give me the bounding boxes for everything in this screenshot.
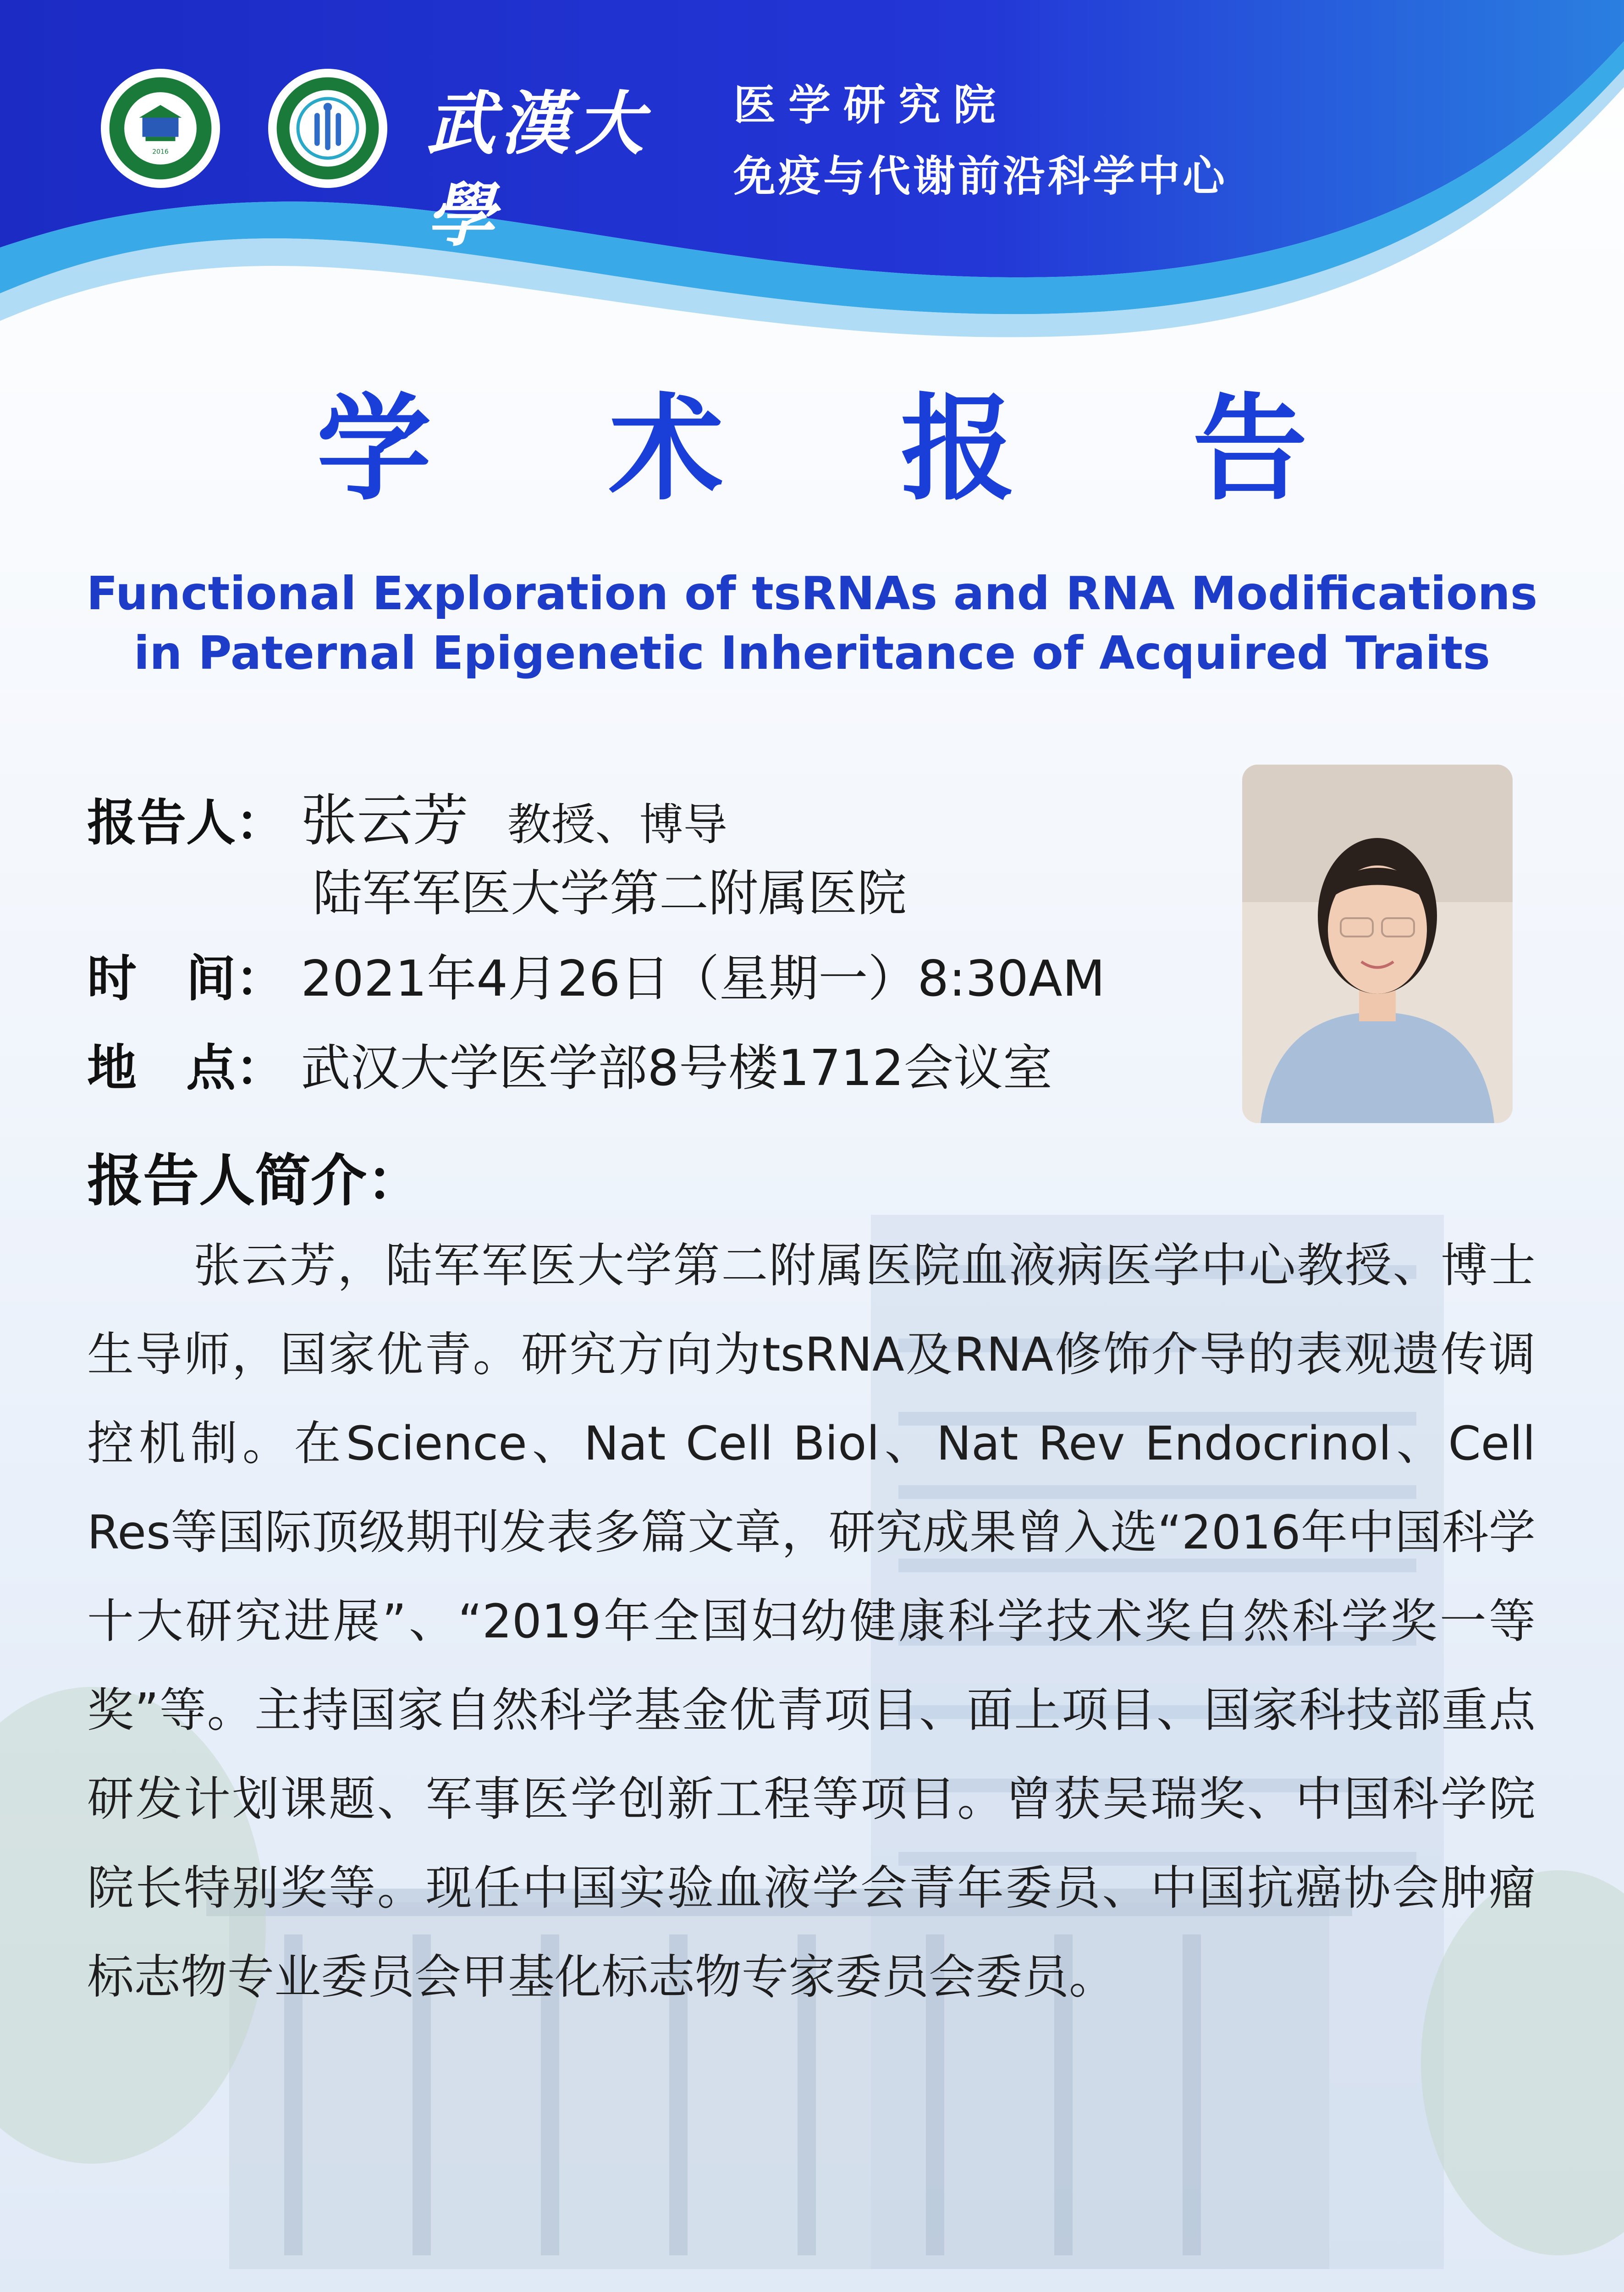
speaker-title: 教授、博导 [507,799,727,850]
speaker-photo [1242,765,1513,1123]
speaker-portrait-icon [1242,765,1513,1123]
speaker-row [87,786,727,859]
institute-name: 医学研究院 [733,81,1009,130]
immunometabolism-center-icon [275,75,381,182]
center-logo [268,69,387,188]
speaker-name: 张云芳 [301,788,469,853]
page-title: 学 术 报 告 [316,382,1376,516]
logo-year: 2016 [152,148,169,156]
university-seal-icon [107,75,214,182]
talk-title-line1: Functional Exploration of tsRNAs and RNA Modifications [86,567,1538,620]
talk-title-line2: in Paternal Epigenetic Inheritance of Acquired Traits [133,626,1491,680]
affiliation-row [313,860,907,928]
university-seal-logo [101,69,220,188]
speaker-label: 报告人： [87,794,286,852]
university-name: 武漢大學 [426,83,650,256]
time-row [87,944,1105,1014]
speaker-affiliation: 陆军军医大学第二附属医院 [313,865,907,922]
place-row [87,1034,1052,1103]
place-label: 地 点： [87,1039,286,1097]
talk-title [0,564,1624,683]
bio-heading: 报告人简介： [87,1147,423,1213]
place-value: 武汉大学医学部8号楼1712会议室 [301,1040,1052,1097]
bio-paragraph: 张云芳，陆军军医大学第二附属医院血液病医学中心教授、博士生导师，国家优青。研究方向为tsRNA及RNA修饰介导的表观遗传调控机制。在Science、Nat Cell Biol、Nat Rev Endocrinol、Cell Res等国际顶级期刊发表多篇文章，研究成果曾入选“2016年中国科学十大研究进展”、“2019年全国妇幼健康科学技术奖自然科学奖一等奖”等。主持国家自然科学基金优青项目、面上项目、国家科技部重点研发计划课题、军事医学创新工程等项目。曾获吴瑞奖、中国科学院院长特别奖等。现任中国实验血液学会青年委员、中国抗癌协会肿瘤标志物专业委员会甲基化标志物专家委员会委员。 [87,1239,1536,2005]
time-value: 2021年4月26日（星期一）8:30AM [301,950,1105,1008]
time-label: 时 间： [87,950,286,1008]
center-name: 免疫与代谢前沿科学中心 [733,152,1228,201]
